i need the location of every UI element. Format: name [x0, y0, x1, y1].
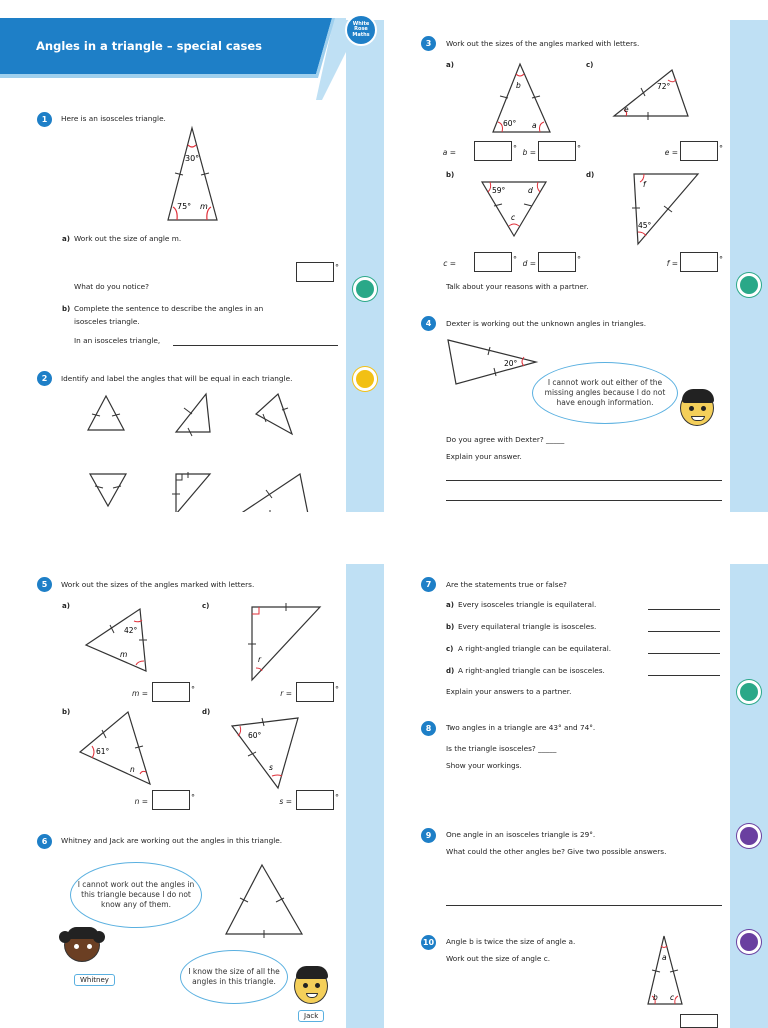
angle-label: d: [528, 186, 533, 195]
q3a-triangle: [490, 62, 554, 134]
degree-sign: °: [335, 793, 339, 802]
q3d-triangle: [630, 170, 710, 250]
degree-sign: °: [335, 263, 339, 272]
q3c-triangle: [612, 68, 702, 128]
angle-label: b: [653, 993, 658, 1002]
answer-line[interactable]: [173, 345, 338, 346]
pencil-icon: [353, 367, 377, 391]
angle-label: a: [662, 953, 667, 962]
eq-label: c =: [443, 259, 456, 268]
angle-label: 59°: [492, 186, 506, 195]
degree-sign: °: [513, 255, 517, 264]
q10-text: Angle b is twice the size of angle a.: [446, 937, 576, 946]
question-number: 7: [421, 577, 436, 592]
angle-label: 45°: [638, 221, 652, 230]
eq-label: a =: [442, 148, 456, 157]
jack-avatar: [294, 968, 328, 1004]
question-number: 2: [37, 371, 52, 386]
name-tag: Whitney: [74, 974, 115, 986]
angle-label: 72°: [657, 82, 671, 91]
q1a-text: Work out the size of angle m.: [74, 234, 182, 243]
part-label: c): [446, 645, 454, 653]
part-label: b): [446, 171, 455, 179]
degree-sign: °: [577, 255, 581, 264]
answer-box[interactable]: [538, 252, 576, 272]
answer-box[interactable]: [296, 262, 334, 282]
eq-label: s =: [279, 797, 292, 806]
side-strip: [346, 564, 384, 1028]
statement: Every equilateral triangle is isosceles.: [458, 622, 597, 631]
eq-label: e =: [664, 148, 678, 157]
angle-label: b: [516, 81, 521, 90]
answer-line[interactable]: [446, 480, 722, 481]
q9-text: One angle in an isosceles triangle is 29°.: [446, 830, 596, 839]
q8-text: Two angles in a triangle are 43° and 74°.: [446, 723, 596, 732]
page-3: [0, 512, 384, 1024]
q6-triangle: [224, 862, 314, 942]
eq-label: r =: [280, 689, 292, 698]
angle-label: f: [643, 180, 646, 189]
part-label: a): [62, 235, 70, 243]
angle-label: 75°: [177, 202, 192, 211]
answer-line[interactable]: [446, 500, 722, 501]
angle-label: s: [269, 763, 273, 772]
part-label: c): [202, 602, 210, 610]
angle-label: 61°: [96, 747, 110, 756]
q8-show: Show your workings.: [446, 761, 522, 770]
page-title: Angles in a triangle – special cases: [36, 39, 263, 53]
side-strip: [730, 564, 768, 1028]
side-strip: [730, 20, 768, 516]
q1b-text: isosceles triangle.: [74, 317, 140, 326]
answer-box[interactable]: [474, 141, 512, 161]
name-tag: Jack: [298, 1010, 324, 1022]
degree-sign: °: [191, 793, 195, 802]
discuss-icon: [737, 273, 761, 297]
q1-notice: What do you notice?: [74, 282, 149, 291]
answer-box[interactable]: [474, 252, 512, 272]
angle-label: e: [624, 105, 629, 114]
angle-label: n: [130, 765, 135, 774]
question-number: 1: [37, 112, 52, 127]
q1b-text: Complete the sentence to describe the angles in an: [74, 304, 264, 313]
part-label: b): [446, 623, 455, 631]
q8-question: Is the triangle isosceles? _____: [446, 744, 557, 753]
part-label: b): [62, 708, 71, 716]
q5a-triangle: [84, 607, 154, 677]
page-1: [0, 0, 384, 512]
eq-label: f =: [666, 259, 678, 268]
q4-agree: Do you agree with Dexter? _____: [446, 435, 565, 444]
q6-text: Whitney and Jack are working out the angles in this triangle.: [61, 836, 283, 845]
angle-label: a: [532, 121, 537, 130]
q1-text: Here is an isosceles triangle.: [61, 114, 166, 123]
eq-label: n =: [134, 797, 148, 806]
part-label: a): [62, 602, 70, 610]
angle-label: 20°: [504, 359, 518, 368]
q4-text: Dexter is working out the unknown angles in triangles.: [446, 319, 647, 328]
eq-label: m =: [132, 689, 148, 698]
answer-line[interactable]: [648, 631, 720, 632]
question-number: 8: [421, 721, 436, 736]
q3-talk: Talk about your reasons with a partner.: [446, 282, 589, 291]
answer-box[interactable]: [680, 252, 718, 272]
speech-bubble: I cannot work out the angles in this triangle because I do not know any of them.: [70, 862, 202, 928]
question-number: 4: [421, 316, 436, 331]
degree-sign: °: [719, 255, 723, 264]
answer-box[interactable]: [680, 141, 718, 161]
challenge-icon: [737, 824, 761, 848]
white-rose-logo: White Rose Maths: [345, 14, 377, 46]
answer-box[interactable]: [296, 790, 334, 810]
angle-label: 60°: [248, 731, 262, 740]
q5d-triangle: [228, 712, 308, 792]
discuss-icon: [737, 680, 761, 704]
degree-sign: °: [513, 144, 517, 153]
angle-label: c: [670, 993, 675, 1002]
answer-line[interactable]: [648, 675, 720, 676]
answer-box[interactable]: [152, 682, 190, 702]
answer-line[interactable]: [648, 653, 720, 654]
part-label: d): [446, 667, 455, 675]
angle-label: 60°: [503, 119, 517, 128]
part-label: d): [202, 708, 211, 716]
q4-explain: Explain your answer.: [446, 452, 522, 461]
q7-explain: Explain your answers to a partner.: [446, 687, 572, 696]
question-number: 5: [37, 577, 52, 592]
speech-bubble: I know the size of all the angles in this triangle.: [180, 950, 288, 1004]
question-number: 6: [37, 834, 52, 849]
q9-question: What could the other angles be? Give two possible answers.: [446, 847, 667, 856]
q4-triangle: [446, 338, 546, 388]
eq-label: b =: [522, 148, 536, 157]
q2-triangles: [80, 390, 340, 520]
q10-question: Work out the size of angle c.: [446, 954, 551, 963]
part-label: d): [586, 171, 595, 179]
q7-text: Are the statements true or false?: [446, 580, 567, 589]
degree-sign: °: [335, 685, 339, 694]
angle-label: m: [200, 202, 208, 211]
speech-bubble: I cannot work out either of the missing angles because I do not have enough information.: [532, 362, 678, 424]
part-label: c): [586, 61, 594, 69]
part-label: a): [446, 601, 454, 609]
degree-sign: °: [577, 144, 581, 153]
statement: A right-angled triangle can be isosceles.: [458, 666, 605, 675]
answer-line[interactable]: [648, 609, 720, 610]
q5-text: Work out the sizes of the angles marked with letters.: [61, 580, 255, 589]
question-number: 3: [421, 36, 436, 51]
part-label: a): [446, 61, 454, 69]
answer-box[interactable]: [680, 1014, 718, 1028]
q2-text: Identify and label the angles that will be equal in each triangle.: [61, 374, 293, 383]
q10-triangle: [646, 934, 686, 1006]
question-number: 9: [421, 828, 436, 843]
answer-box[interactable]: [296, 682, 334, 702]
q1-triangle: [165, 125, 225, 225]
eq-label: d =: [522, 259, 536, 268]
angle-label: r: [258, 655, 262, 664]
dexter-avatar: [680, 390, 714, 426]
header-banner: [0, 0, 384, 110]
page-2: [384, 0, 768, 512]
degree-sign: °: [191, 685, 195, 694]
q3b-triangle: [480, 180, 550, 240]
answer-line[interactable]: [446, 905, 722, 906]
whitney-avatar: [64, 928, 100, 962]
challenge-icon: [737, 930, 761, 954]
angle-label: 30°: [185, 154, 200, 163]
question-number: 10: [421, 935, 436, 950]
answer-box[interactable]: [538, 141, 576, 161]
answer-box[interactable]: [152, 790, 190, 810]
angle-label: c: [511, 213, 516, 222]
discuss-icon: [353, 277, 377, 301]
q5b-triangle: [78, 710, 158, 790]
q5c-triangle: [248, 604, 328, 684]
degree-sign: °: [719, 144, 723, 153]
part-label: b): [62, 305, 71, 313]
page-4: [384, 512, 768, 1024]
q1b-sentence: In an isosceles triangle,: [74, 336, 161, 345]
angle-label: 42°: [124, 626, 138, 635]
q3-text: Work out the sizes of the angles marked with letters.: [446, 39, 640, 48]
statement: Every isosceles triangle is equilateral.: [458, 600, 597, 609]
angle-label: m: [120, 650, 128, 659]
statement: A right-angled triangle can be equilateral.: [458, 644, 612, 653]
